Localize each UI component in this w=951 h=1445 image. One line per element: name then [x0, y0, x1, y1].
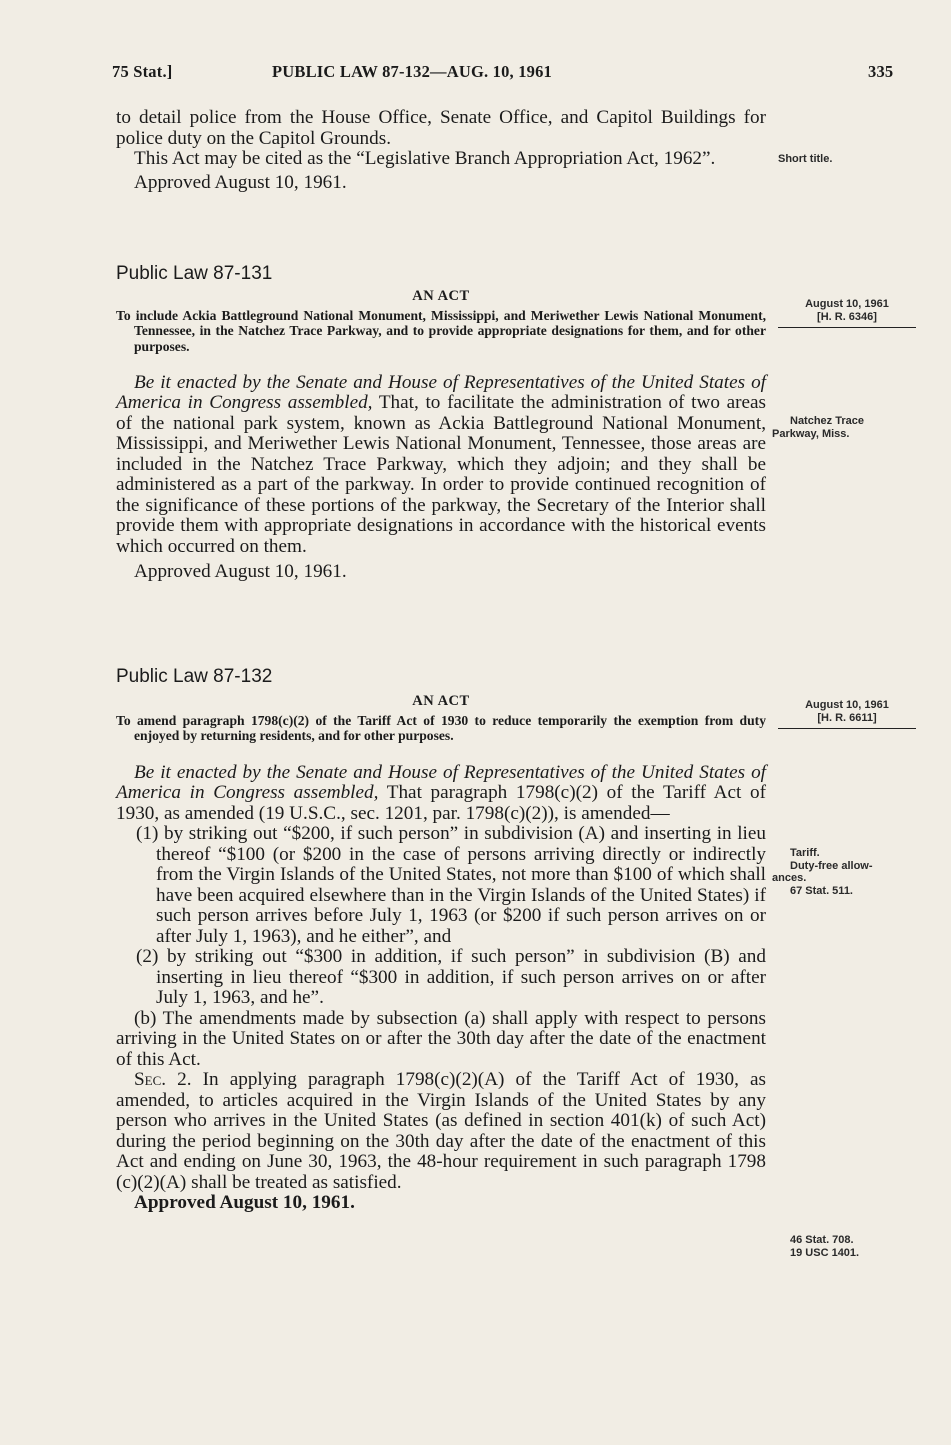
act-body — [116, 763, 766, 825]
section-2-text: In applying paragraph 1798(c)(2)(A) of the Tariff Act of 1930, as amended, to articles acquired in the Virgin Islands of the United States by any person who arrives in the United States (as defined in section 401(k) of such Act) during the period beginning on the 30th day after the date of the enactment of this Act and ending on June 30, 1963, the 48-hour requirement in such paragraph 1798 (c)(2)(A) shall be treated as satisfied. — [116, 1069, 766, 1193]
act-purpose: To amend paragraph 1798(c)(2) of the Tariff Act of 1930 to reduce temporarily the exemption from duty enjoyed by returning residents, and for other purposes. — [116, 713, 766, 744]
margin-note-natchez: Natchez Trace Parkway, Miss. — [772, 415, 864, 440]
margin-note-tariff: Tariff. Duty-free allow- ances. 67 Stat. 511. — [772, 847, 873, 897]
amendment-item-2: (2) by striking out “$300 in addition, if such person” in subdivision (B) and inserting in lieu thereof “$300 in addition, if such person arrives on or after July 1, 1963, and he”. — [136, 946, 766, 1009]
approved-line: Approved August 10, 1961. — [134, 1192, 355, 1214]
margin-note-law132-date — [778, 699, 916, 729]
approval-date: August 10, 1961 — [805, 298, 889, 310]
margin-note-law131-date — [778, 298, 916, 328]
margin-note-short-title: Short title. — [778, 153, 833, 165]
continuation-section — [116, 108, 766, 193]
act-purpose: To include Ackia Battleground National Monument, Mississippi, and Meriwether Lewis National Monument, Tennessee, in the Natchez Trace Parkway, and to provide appropriate designations for them, and for other purposes. — [116, 308, 766, 354]
amendment-item-1: (1) by striking out “$200, if such person” in subdivision (A) and inserting in lieu thereof “$100 (or $200 in the case of persons arriving directly or indirectly from the Virgin Islands of the United States, not more than $100 of which shall have been acquired elsewhere than in the Virgin Islands of the United States) if such person arrives before July 1, 1963 (or $200 if such person arrives on or after July 1, 1963), and he either”, and — [136, 823, 766, 947]
short-title-text: This Act may be cited as the “Legislative Branch Appropriation Act, 1962”. — [134, 148, 716, 169]
law-heading: Public Law 87-131 — [116, 263, 273, 284]
bill-number: [H. R. 6611] — [817, 711, 877, 724]
approved-line: Approved August 10, 1961. — [134, 171, 347, 193]
section-label: Sec. 2. — [134, 1069, 192, 1091]
running-title: PUBLIC LAW 87-132—AUG. 10, 1961 — [272, 62, 552, 81]
margin-note-sec2: 46 Stat. 708. 19 USC 1401. — [790, 1234, 860, 1259]
subsection-b: (b) The amendments made by subsection (a) shall apply with respect to persons arriving in the United States on or after the 30th day after the date of the enactment of this Act. — [116, 1007, 766, 1070]
act-text: That, to facilitate the administration of two areas of the national park system, known as Ackia Battleground National Monument, Mississippi, and Meriwether Lewis National Monument, Tennessee, those areas are included in the Natchez Trace Parkway, which they adjoin; and they shall be administered as a part of the parkway. In order to provide continued recognition of the significance of these portions of the parkway, the Secretary of the Interior shall provide them with appropriate designations in accordance with the historical events which occurred on them. — [116, 392, 767, 557]
public-law-87-131 — [116, 263, 766, 583]
enacting-clause: Be it enacted by the Senate and House of Representatives of the United States of America in Congress assembled, — [116, 371, 766, 414]
approval-date: August 10, 1961 — [805, 699, 889, 711]
law-heading: Public Law 87-132 — [116, 666, 273, 687]
bill-number: [H. R. 6346] — [817, 310, 877, 323]
section-2 — [116, 1070, 766, 1193]
continuation-text: to detail police from the House Office, Senate Office, and Capitol Buildings for police duty on the Capitol Grounds. — [116, 107, 766, 149]
page-number: 335 — [868, 62, 894, 81]
act-body — [116, 373, 766, 558]
act-text: That paragraph 1798(c)(2) of the Tariff Act of 1930, as amended (19 U.S.C., sec. 1201, par. 1798(c)(2)), is amended— — [116, 782, 766, 824]
an-act-label: AN ACT — [412, 693, 470, 709]
approved-line: Approved August 10, 1961. — [134, 561, 347, 583]
volume-reference: 75 Stat.] — [112, 62, 173, 81]
an-act-label: AN ACT — [412, 288, 470, 304]
public-law-87-132 — [116, 666, 766, 1214]
enacting-clause: Be it enacted by the Senate and House of Representatives of the United States of America in Congress assembled, — [116, 761, 766, 804]
